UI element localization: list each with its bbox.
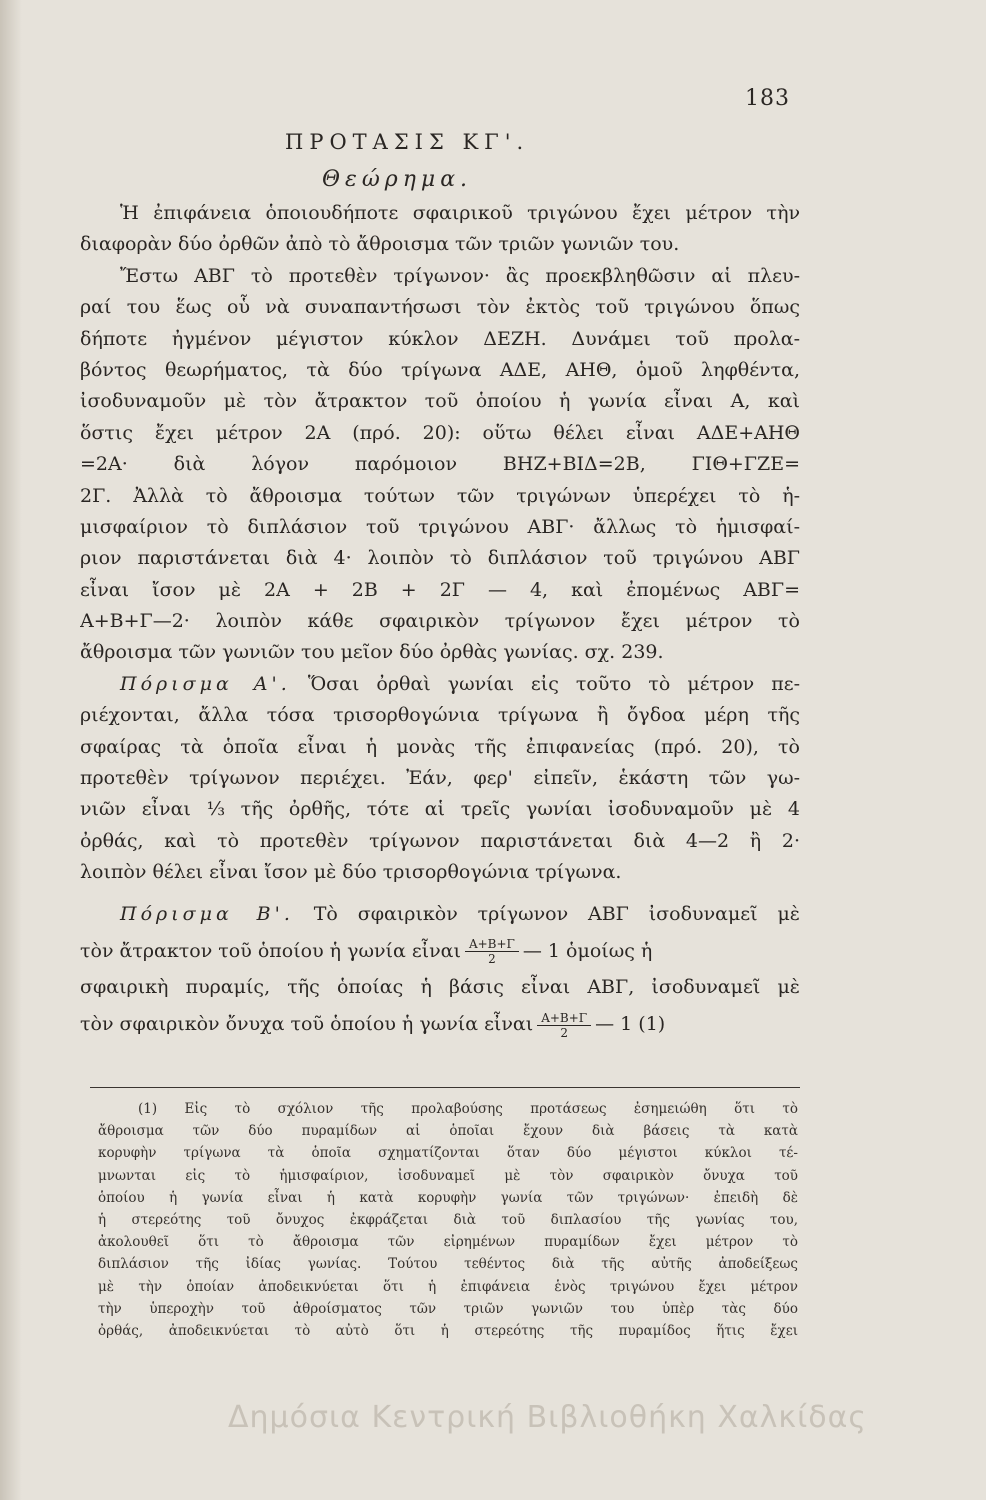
text-line: =2Α· διὰ λόγον παρόμοιον ΒΗΖ+ΒΙΔ=2Β, ΓΙΘ+ΓΖΕ= [80, 453, 800, 476]
footnote-line: (1) Εἰς τὸ σχόλιον τῆς προλαβούσης προτάσεως ἐσημειώθη ὅτι τὸ [138, 1101, 798, 1117]
text-line [80, 899, 800, 930]
text-line: 2Γ. Ἀλλὰ τὸ ἄθροισμα τούτων τῶν τριγώνων ὑπερέχει τὸ ἡ- [80, 484, 800, 507]
footnote-line: κορυφὴν τρίγωνα τὰ ὁποῖα σχηματίζονται ὅταν δύο μέγιστοι κύκλοι τέ- [98, 1145, 798, 1162]
text-line: λοιπὸν θέλει εἶναι ἴσον μὲ δύο τρισορθογώνια τρίγωνα. [80, 861, 622, 884]
text-segment: τὸν σφαιρικὸν ὄνυχα τοῦ ὁποίου ἡ γωνία εἶναι [80, 1013, 534, 1036]
footnote [98, 1098, 798, 1342]
footnote-line: ἄθροισμα τῶν δύο πυραμίδων αἱ ὁποῖαι ἔχουν διὰ βάσεις τὰ κατὰ [98, 1123, 798, 1140]
text-segment: τὸν ἄτρακτον τοῦ ὁποίου ἡ γωνία εἶναι [80, 939, 461, 962]
footnote-line: ἀκολουθεῖ ὅτι τὸ ἄθροισμα τῶν εἰρημένων πυραμίδων ἔχει μέτρον τὸ [98, 1234, 798, 1251]
fraction-denominator: 2 [488, 952, 496, 967]
text-line: ἄθροισμα τῶν γωνιῶν του μεῖον δύο ὀρθὰς γωνίας. σχ. 239. [80, 641, 664, 664]
theorem-label: Θεώρημα. [322, 167, 473, 192]
text-line: ὀρθάς, καὶ τὸ προτεθὲν τρίγωνον παριστάνεται διὰ 4—2 ἢ 2· [80, 829, 800, 852]
footnote-line: διπλάσιον τῆς ἰδίας γωνίας. Τούτου τεθέντος διὰ τῆς αὐτῆς ἀποδείξεως [98, 1256, 798, 1273]
fraction [465, 937, 519, 966]
text-line: μισφαίριον τὸ διπλάσιον τοῦ τριγώνου ΑΒΓ· ἄλλως τὸ ἡμισφαί- [80, 515, 800, 538]
text-line: Ἡ ἐπιφάνεια ὁποιουδήποτε σφαιρικοῦ τριγώνου ἔχει μέτρον τὴν [120, 202, 800, 224]
footnote-line: ὀρθάς, ἀποδεικνύεται τὸ αὐτὸ ὅτι ἡ στερεότης τῆς πυραμίδος ἥτις ἔχει [98, 1322, 798, 1339]
text-line: σφαίρας τὰ ὁποῖα εἶναι ἡ μονὰς τῆς ἐπιφανείας (πρό. 20), τὸ [80, 735, 800, 758]
text-segment: — 1 (1) [595, 1013, 666, 1036]
text-line: ραί του ἕως οὗ νὰ συναπαντήσωσι τὸν ἐκτὸς τοῦ τριγώνου ὅπως [80, 296, 800, 319]
fraction-denominator: 2 [560, 1025, 568, 1040]
text-line: διαφορὰν δύο ὀρθῶν ἀπὸ τὸ ἄθροισμα τῶν τριῶν γωνιῶν του. [80, 233, 680, 256]
formula-line [80, 930, 800, 972]
footnote-line: μνωνται εἰς τὸ ἡμισφαίριον, ἰσοδυναμεῖ μὲ τὸν σφαιρικὸν ὄνυχα τοῦ [98, 1167, 798, 1184]
main-text [80, 198, 800, 1045]
text-line: ἰσοδυναμοῦν μὲ τὸν ἄτρακτον τοῦ ὁποίου ἡ γωνία εἶναι Α, καὶ [80, 390, 800, 413]
formula-line [80, 1003, 800, 1045]
footnote-rule [90, 1087, 800, 1088]
text-line [80, 669, 800, 700]
text-line: προτεθὲν τρίγωνον περιέχει. Ἐάν, φερ' εἰπεῖν, ἑκάστη τῶν γω- [80, 767, 800, 790]
text-line: ὅστις ἔχει μέτρον 2Α (πρό. 20): οὕτω θέλει εἶναι ΑΔΕ+ΑΗΘ [80, 421, 800, 444]
text-line: εἶναι ἴσον μὲ 2Α + 2Β + 2Γ — 4, καὶ ἐπομένως ΑΒΓ= [80, 578, 800, 601]
text-line: ριον παριστάνεται διὰ 4· λοιπὸν τὸ διπλάσιον τοῦ τριγώνου ΑΒΓ [80, 547, 800, 570]
proposition-title: ΠΡΟΤΑΣΙΣ ΚΓ'. [285, 130, 530, 154]
corollary-2-label: Πόρισμα Β'. [120, 902, 294, 925]
footnote-line: ἡ στερεότης τοῦ ὄνυχος ἐκφράζεται διὰ τοῦ διπλασίου τῆς γωνίας του, [98, 1211, 798, 1228]
text-line: σφαιρικὴ πυραμίς, τῆς ὁποίας ἡ βάσις εἶναι ΑΒΓ, ἰσοδυναμεῖ μὲ [80, 975, 800, 998]
footnote-line: ὁποίου ἡ γωνία εἶναι ἡ κατὰ κορυφὴν γωνία τῶν τριγώνων· ἐπειδὴ δὲ [98, 1189, 798, 1206]
footnote-line: μὲ τὴν ὁποίαν ἀποδεικνύεται ὅτι ἡ ἐπιφάνεια ἑνὸς τριγώνου ἔχει μέτρον [98, 1278, 798, 1295]
library-watermark: Δημόσια Κεντρική Βιβλιοθήκη Χαλκίδας [228, 1400, 867, 1435]
text-segment: — 1 ὁμοίως ἡ [522, 939, 653, 962]
text-line: βόντος θεωρήματος, τὰ δύο τρίγωνα ΑΔΕ, ΑΗΘ, ὁμοῦ ληφθέντα, [80, 358, 800, 381]
text-line: ριέχονται, ἄλλα τόσα τρισορθογώνια τρίγωνα ἢ ὄγδοα μέρη τῆς [80, 704, 800, 727]
corollary-1-label: Πόρισμα Α'. [120, 672, 291, 695]
text-line: Ἔστω ΑΒΓ τὸ προτεθὲν τρίγωνον· ἂς προεκβληθῶσιν αἱ πλευ- [120, 264, 800, 287]
page-number: 183 [745, 86, 790, 111]
text-line: δήποτε ἠγμένον μέγιστον κύκλον ΔΕΖΗ. Δυνάμει τοῦ προλα- [80, 327, 800, 350]
text-line: νιῶν εἶναι ⅓ τῆς ὀρθῆς, τότε αἱ τρεῖς γωνίαι ἰσοδυναμοῦν μὲ 4 [80, 798, 800, 821]
fraction [537, 1011, 591, 1040]
fraction-numerator: Α+Β+Γ [537, 1011, 591, 1026]
text-line: Α+Β+Γ—2· λοιπὸν κάθε σφαιρικὸν τρίγωνον ἔχει μέτρον τὸ [80, 610, 800, 633]
corollary-1-text: Ὅσαι ὀρθαὶ γωνίαι εἰς τοῦτο τὸ μέτρον πε- [307, 672, 800, 695]
corollary-2-text: Τὸ σφαιρικὸν τρίγωνον ΑΒΓ ἰσοδυναμεῖ μὲ [313, 902, 800, 925]
fraction-numerator: Α+Β+Γ [465, 937, 519, 952]
footnote-line: τὴν ὑπεροχὴν τοῦ ἀθροίσματος τῶν τριῶν γωνιῶν του ὑπὲρ τὰς δύο [98, 1300, 798, 1317]
